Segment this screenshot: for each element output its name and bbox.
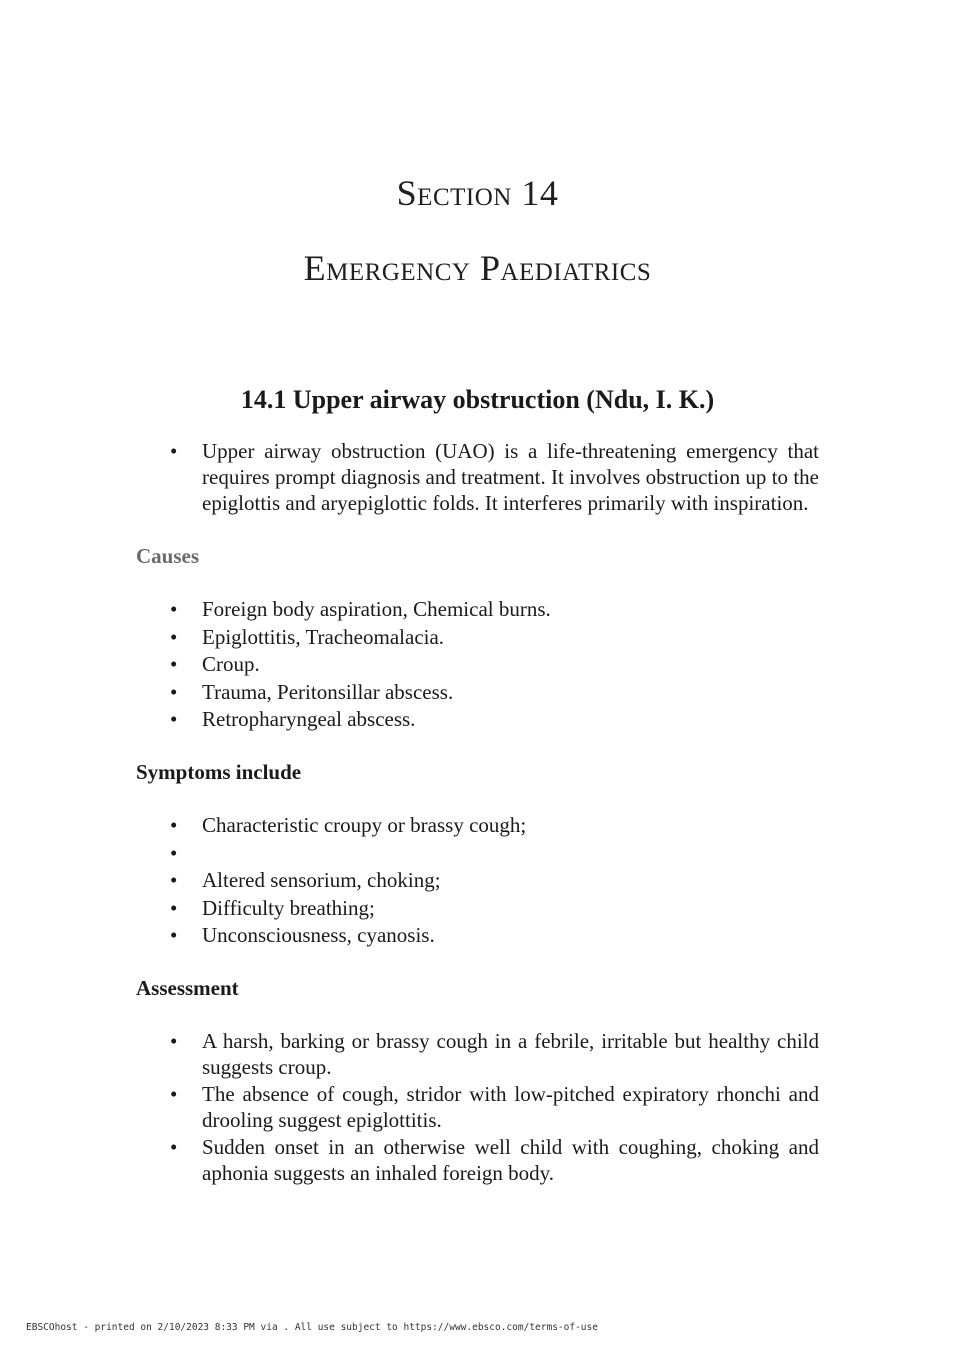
symptoms-heading: Symptoms include bbox=[136, 760, 302, 784]
list-item bbox=[136, 840, 819, 866]
bullet-icon: • bbox=[170, 439, 178, 463]
list-item bbox=[136, 867, 819, 893]
list-item-text: A harsh, barking or brassy cough in a febrile, irritable but healthy child suggests croup. bbox=[202, 1029, 819, 1079]
list-item-text: Retropharyngeal abscess. bbox=[202, 707, 416, 731]
list-item-text: Trauma, Peritonsillar abscess. bbox=[202, 679, 454, 704]
list-item-text: Characteristic croupy or brassy cough; bbox=[202, 813, 527, 837]
list-item bbox=[136, 706, 819, 732]
bullet-icon: • bbox=[170, 679, 178, 704]
list-item bbox=[136, 1134, 819, 1186]
list-item bbox=[136, 1028, 819, 1080]
bullet-icon: • bbox=[170, 707, 178, 731]
list-item-text: The absence of cough, stridor with low-pitched expiratory rhonchi and drooling suggest epiglottitis. bbox=[202, 1082, 819, 1132]
causes-list bbox=[136, 596, 819, 732]
intro-text: Upper airway obstruction (UAO) is a life-threatening emergency that requires prompt diagnosis and treatment. It involves obstruction up to the epiglottis and aryepiglottic folds. It interferes primarily with inspiration. bbox=[202, 439, 819, 515]
bullet-icon: • bbox=[170, 868, 178, 892]
list-item bbox=[136, 651, 819, 677]
list-item-text: Croup. bbox=[202, 652, 260, 676]
page-content bbox=[136, 438, 819, 1187]
bullet-icon: • bbox=[170, 895, 178, 920]
bullet-icon: • bbox=[170, 652, 178, 676]
list-item-text: Sudden onset in an otherwise well child with coughing, choking and aphonia suggests an inhaled foreign body. bbox=[202, 1135, 819, 1185]
bullet-icon: • bbox=[170, 1135, 178, 1159]
bullet-icon: • bbox=[170, 840, 178, 865]
bullet-icon: • bbox=[170, 597, 178, 621]
assessment-list bbox=[136, 1028, 819, 1186]
bullet-icon: • bbox=[170, 813, 178, 837]
list-item bbox=[136, 624, 819, 650]
list-item-text: Unconsciousness, cyanosis. bbox=[202, 923, 435, 947]
section-label: Section 14 bbox=[396, 173, 559, 213]
causes-heading: Causes bbox=[136, 544, 200, 568]
bullet-icon: • bbox=[170, 624, 178, 649]
list-item bbox=[136, 679, 819, 705]
symptoms-list bbox=[136, 812, 819, 948]
bullet-icon: • bbox=[170, 923, 178, 947]
print-footer: EBSCOhost - printed on 2/10/2023 8:33 PM via . All use subject to https://www.ebsco.com/terms-of-use bbox=[26, 1322, 598, 1333]
list-item bbox=[136, 895, 819, 921]
assessment-heading: Assessment bbox=[136, 976, 239, 1000]
list-item bbox=[136, 922, 819, 948]
list-item-text: Altered sensorium, choking; bbox=[202, 868, 441, 892]
list-item bbox=[136, 438, 819, 516]
section-title: Emergency Paediatrics bbox=[303, 248, 652, 288]
list-item bbox=[136, 596, 819, 622]
subsection-title: 14.1 Upper airway obstruction (Ndu, I. K.) bbox=[240, 385, 715, 414]
list-item bbox=[136, 1081, 819, 1133]
intro-list bbox=[136, 438, 819, 516]
list-item-text: Epiglottitis, Tracheomalacia. bbox=[202, 624, 445, 649]
bullet-icon: • bbox=[170, 1082, 178, 1106]
list-item bbox=[136, 812, 819, 838]
list-item-text: Difficulty breathing; bbox=[202, 895, 375, 920]
bullet-icon: • bbox=[170, 1029, 178, 1053]
list-item-text: Foreign body aspiration, Chemical burns. bbox=[202, 597, 551, 621]
